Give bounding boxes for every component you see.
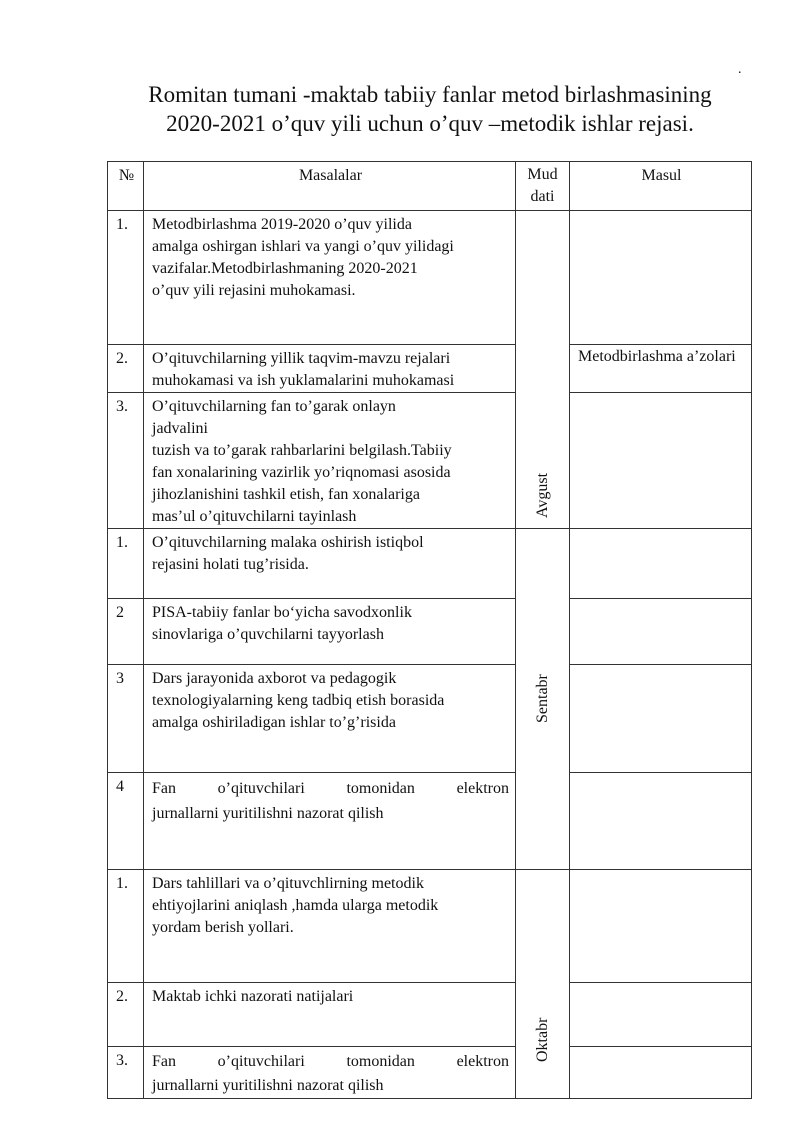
table-row <box>108 773 752 870</box>
month-cell-august <box>516 211 570 529</box>
row-number: 1. <box>108 211 144 345</box>
table-row <box>108 665 752 773</box>
responsible-cell <box>570 211 752 345</box>
row-number: 3. <box>108 393 144 529</box>
row-issue: PISA-tabiiy fanlar bo‘yicha savodxonlik sinovlariga o’quvchilarni tayyorlash <box>144 599 516 665</box>
table-row <box>108 870 752 983</box>
header-term: Mud dati <box>516 162 570 211</box>
row-number: 2. <box>108 345 144 393</box>
month-label-august: Avgust <box>533 472 551 518</box>
row-issue: Dars tahlillari va o’qituvchlirning metodik ehtiyojlarini aniqlash ,hamda ularga metodik yordam berish yollari. <box>144 870 516 983</box>
month-cell-september <box>516 529 570 870</box>
header-number: № <box>108 162 144 211</box>
responsible-cell <box>570 665 752 773</box>
table-row <box>108 983 752 1047</box>
row-number: 3 <box>108 665 144 773</box>
row-issue <box>144 1047 516 1099</box>
table-row <box>108 345 752 393</box>
document-title <box>100 80 760 138</box>
row-issue <box>144 773 516 870</box>
row-issue: Dars jarayonida axborot va pedagogik texnologiyalarning keng tadbiq etish borasida amalga oshiriladigan ishlar to’g’risida <box>144 665 516 773</box>
table-header-row <box>108 162 752 211</box>
responsible-cell <box>570 870 752 983</box>
row-number: 4 <box>108 773 144 870</box>
table-row <box>108 393 752 529</box>
table-row <box>108 1047 752 1099</box>
header-issues: Masalalar <box>144 162 516 211</box>
responsible-cell <box>570 1047 752 1099</box>
responsible-cell <box>570 983 752 1047</box>
row-number: 2 <box>108 599 144 665</box>
row-number: 3. <box>108 1047 144 1099</box>
row-number: 1. <box>108 529 144 599</box>
responsible-cell <box>570 773 752 870</box>
row-issue: O’qituvchilarning malaka oshirish istiqbol rejasini holati tug’risida. <box>144 529 516 599</box>
row-number: 1. <box>108 870 144 983</box>
table-row <box>108 599 752 665</box>
month-cell-october <box>516 870 570 1099</box>
row-issue-line: jurnallarni yuritilishni nazorat qilish <box>152 1077 384 1094</box>
responsible-cell: Metodbirlashma a’zolari <box>570 345 752 393</box>
row-number: 2. <box>108 983 144 1047</box>
responsible-cell <box>570 599 752 665</box>
row-issue: O’qituvchilarning yillik taqvim-mavzu rejalari muhokamasi va ish yuklamalarini muhokamasi <box>144 345 516 393</box>
row-issue-line: Fan o’qituvchilari tomonidan elektron <box>152 1053 509 1070</box>
table-row <box>108 529 752 599</box>
work-plan-table <box>107 161 752 1099</box>
month-label-september: Sentabr <box>533 674 551 723</box>
responsible-cell <box>570 393 752 529</box>
responsible-cell <box>570 529 752 599</box>
page-mark: . <box>738 62 742 77</box>
month-label-october: Oktabr <box>533 1017 551 1062</box>
row-issue: Metodbirlashma 2019-2020 o’quv yilida amalga oshirgan ishlari va yangi o’quv yilidagi vazifalar.Metodbirlashmaning 2020-2021 o’quv yili rejasini muhokamasi. <box>144 211 516 345</box>
title-line-2: 2020-2021 o’quv yili uchun o’quv –metodik ishlar rejasi. <box>166 111 694 136</box>
title-line-1: Romitan tumani -maktab tabiiy fanlar metod birlashmasining <box>148 82 712 107</box>
table-row <box>108 211 752 345</box>
row-issue-line: jurnallarni yuritilishni nazorat qilish <box>152 805 384 822</box>
row-issue-line: Fan o’qituvchilari tomonidan elektron <box>152 780 509 797</box>
header-responsible: Masul <box>570 162 752 211</box>
row-issue: O’qituvchilarning fan to’garak onlayn jadvalini tuzish va to’garak rahbarlarini belgilash.Tabiiy fan xonalarining vazirlik yo’riqnomasi asosida jihozlanishini tashkil etish, fan xonalariga mas’ul o’qituvchilarni tayinlash <box>144 393 516 529</box>
row-issue: Maktab ichki nazorati natijalari <box>144 983 516 1047</box>
